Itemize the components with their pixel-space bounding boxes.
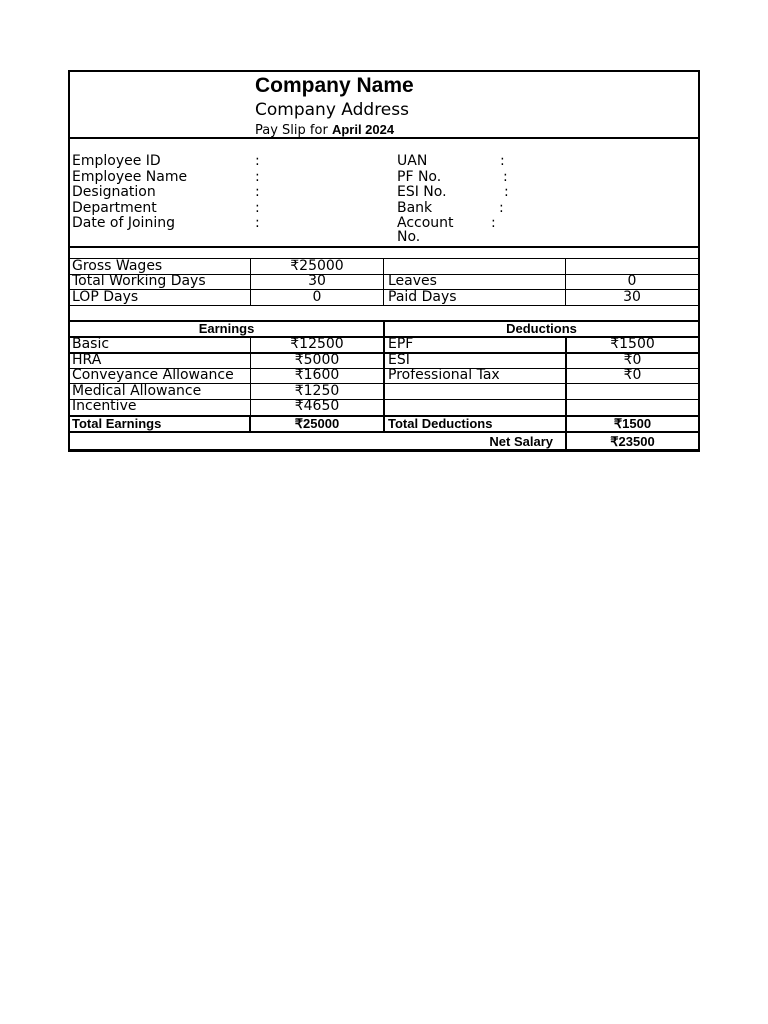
total-earnings-label: Total Earnings [72,416,162,431]
earning-label-medical: Medical Allowance [72,383,202,399]
value-leaves: 0 [627,273,637,289]
total-earnings-value: ₹25000 [294,416,340,431]
sep-bank: : [499,200,504,216]
sep-employee-name: : [255,169,260,185]
sep-employee-id: : [255,153,260,169]
deduction-label-esi: ESI [388,352,410,368]
earning-value-incentive: ₹4650 [294,398,340,414]
value-lop-days: 0 [312,289,322,305]
rule-info-bottom [68,246,700,248]
earning-label-basic: Basic [72,336,110,352]
sep-account: : [491,215,496,231]
value-total-working-days: 30 [308,273,326,289]
company-name: Company Name [255,74,414,97]
value-gross-wages: ₹25000 [290,258,344,274]
divider-att-2 [383,258,384,305]
deduction-value-epf: ₹1500 [610,336,655,352]
earning-value-hra: ₹5000 [294,352,340,368]
company-address: Company Address [255,100,409,120]
payslip-period: April 2024 [331,122,395,137]
label-account-no: No. [397,229,421,245]
label-total-working-days: Total Working Days [72,273,206,289]
divider-earn-ded [383,320,385,433]
frame-top [68,70,700,72]
earning-value-conveyance: ₹1600 [294,367,340,383]
earning-value-medical: ₹1250 [294,383,340,399]
earning-label-incentive: Incentive [72,398,137,414]
sep-designation: : [255,184,260,200]
earning-value-basic: ₹12500 [290,336,344,352]
label-paid-days: Paid Days [388,289,457,305]
earnings-heading: Earnings [198,321,255,336]
label-leaves: Leaves [388,273,437,289]
label-employee-name: Employee Name [72,169,188,185]
frame-bottom [68,449,700,452]
frame-right [698,70,700,452]
rule-attendance-4 [68,305,700,306]
label-esi-no: ESI No. [397,184,447,200]
deduction-value-professional-tax: ₹0 [623,367,642,383]
net-salary-value: ₹23500 [610,434,655,449]
label-employee-id: Employee ID [72,153,161,169]
earning-label-hra: HRA [72,352,102,368]
earning-label-conveyance: Conveyance Allowance [72,367,234,383]
deduction-label-professional-tax: Professional Tax [388,367,500,383]
rule-attendance-1 [68,258,700,259]
payslip-prefix: Pay Slip for [255,123,328,138]
value-paid-days: 30 [623,289,641,305]
frame-left [68,70,70,452]
total-deductions-label: Total Deductions [388,416,493,431]
payslip-title [255,122,394,138]
sep-pf-no: : [503,169,508,185]
total-deductions-value: ₹1500 [613,416,652,431]
payslip-sheet [68,70,700,452]
sep-department: : [255,200,260,216]
label-pf-no: PF No. [397,169,442,185]
label-uan: UAN [397,153,428,169]
sep-date-of-joining: : [255,215,260,231]
label-designation: Designation [72,184,156,200]
label-department: Department [72,200,157,216]
deduction-label-epf: EPF [388,336,414,352]
label-gross-wages: Gross Wages [72,258,163,274]
label-bank: Bank [397,200,433,216]
label-lop-days: LOP Days [72,289,139,305]
sep-esi-no: : [504,184,509,200]
net-salary-label: Net Salary [489,434,553,449]
label-date-of-joining: Date of Joining [72,215,175,231]
sep-uan: : [500,153,505,169]
deduction-value-esi: ₹0 [623,352,642,368]
label-account: Account [397,215,454,231]
deductions-heading: Deductions [506,321,577,336]
